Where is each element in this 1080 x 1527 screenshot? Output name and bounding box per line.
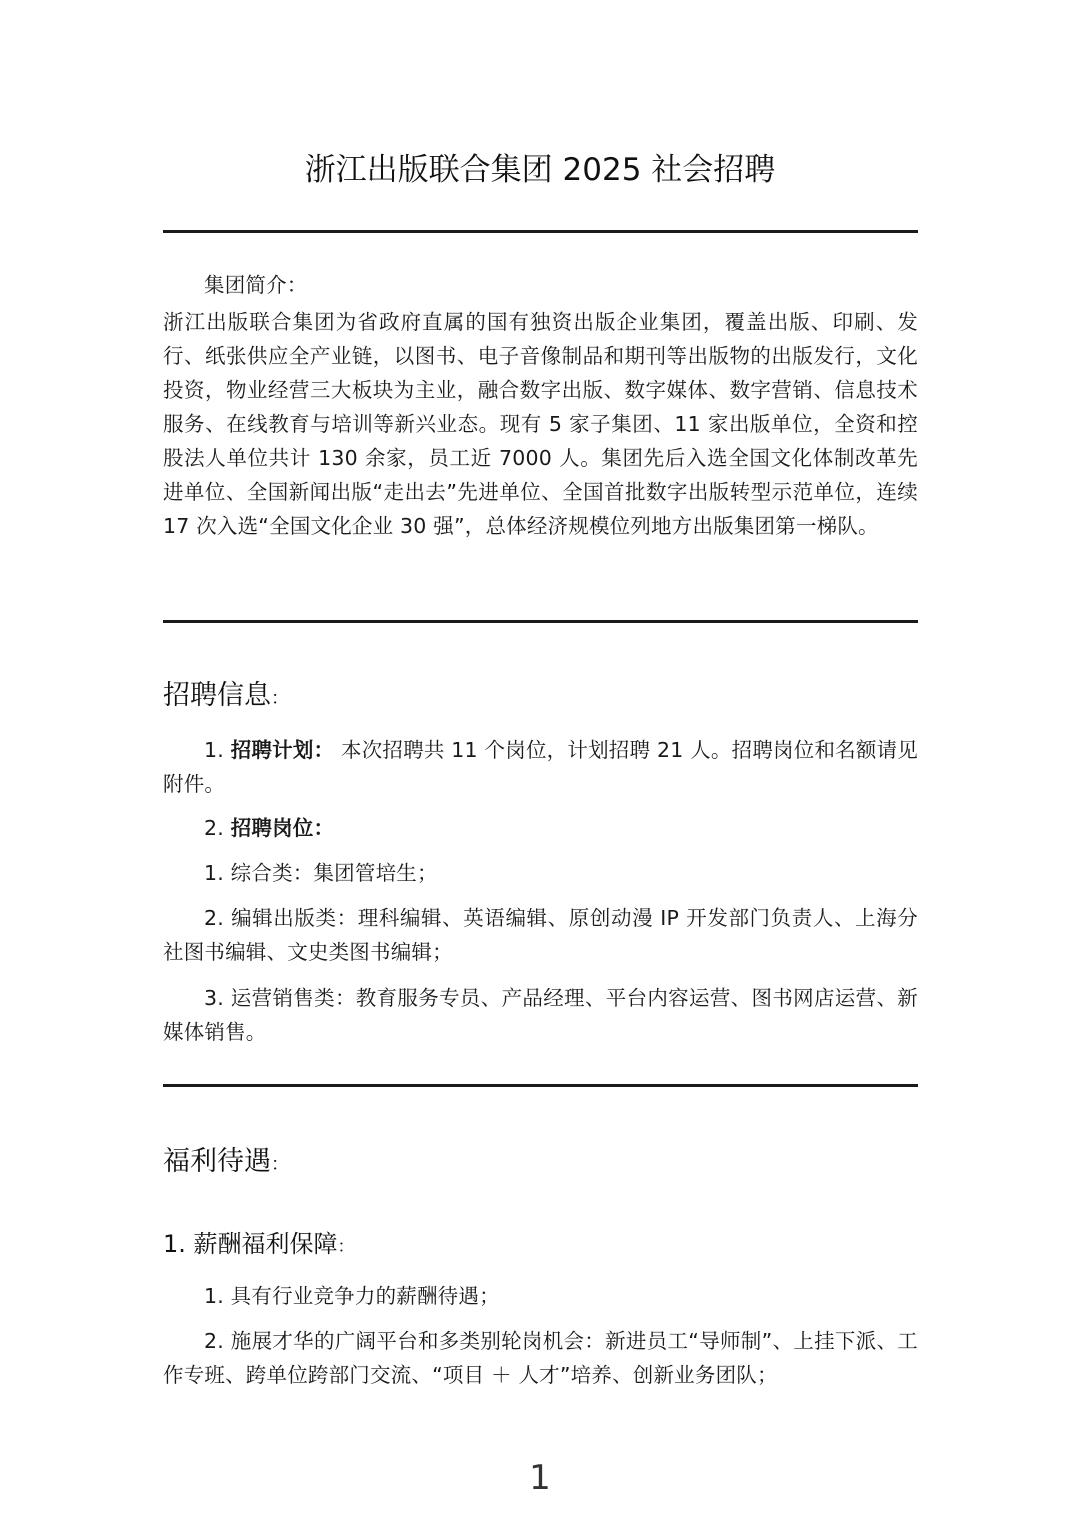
intro-body: 浙江出版联合集团为省政府直属的国有独资出版企业集团，覆盖出版、印刷、发行、纸张供应全产业链，以图书、电子音像制品和期刊等出版物的出版发行，文化投资，物业经营三大板块为主业，融合数字出版、数字媒体、数字营销、信息技术服务、在线教育与培训等新兴业态。现有 5 家子集团、11 家出版单位，全资和控股法人单位共计 130 余家，员工近 7000 人。集团先后入选全国文化体制改革先进单位、全国新闻出版“走出去”先进单位、全国首批数字出版转型示范单位，连续 17 次入选“全国文化企业 30 强”，总体经济规模位列地方出版集团第一梯队。 xyxy=(163,310,918,538)
recruitment-heading-text: 招聘信息 xyxy=(163,680,271,711)
positions-label: 招聘岗位： xyxy=(230,816,335,840)
page-number: 1 xyxy=(529,1458,551,1498)
benefits-sub-text: 薪酬福利保障 xyxy=(193,1230,338,1258)
plan-text: 本次招聘共 11 个岗位，计划招聘 21 人。招聘岗位和名额请见附件。 xyxy=(163,738,919,796)
divider xyxy=(163,620,918,623)
benefit-item: 1. 具有行业竞争力的薪酬待遇； xyxy=(204,1284,500,1308)
plan-label: 招聘计划： xyxy=(230,738,335,762)
position-item: 3. 运营销售类：教育服务专员、产品经理、平台内容运营、图书网店运营、新媒体销售。 xyxy=(163,986,918,1044)
benefits-heading-text: 福利待遇 xyxy=(163,1146,271,1177)
recruitment-plan xyxy=(163,733,918,801)
recruitment-heading-colon: ： xyxy=(271,688,289,709)
position-item: 2. 编辑出版类：理科编辑、英语编辑、原创动漫 IP 开发部门负责人、上海分社图书编辑、文史类图书编辑； xyxy=(163,906,918,964)
benefits-subheading xyxy=(163,1226,355,1265)
divider xyxy=(163,230,918,233)
benefit-item: 2. 施展才华的广阔平台和多类别轮岗机会：新进员工“导师制”、上挂下派、工作专班、跨单位跨部门交流、“项目 ＋ 人才”培养、创新业务团队； xyxy=(163,1329,918,1387)
position-item: 1. 综合类：集团管培生； xyxy=(204,861,438,885)
positions-number: 2. xyxy=(204,816,231,840)
page-title: 浙江出版联合集团 2025 社会招聘 xyxy=(304,152,776,188)
recruitment-heading xyxy=(163,676,289,719)
divider xyxy=(163,1084,918,1087)
benefits-sub-number: 1. xyxy=(163,1230,194,1258)
benefits-heading xyxy=(163,1142,289,1185)
benefits-heading-colon: ： xyxy=(271,1154,289,1175)
plan-number: 1. xyxy=(204,738,231,762)
benefits-sub-colon: ： xyxy=(337,1237,355,1257)
intro-label: 集团简介： xyxy=(204,273,308,297)
recruitment-positions xyxy=(163,811,918,845)
